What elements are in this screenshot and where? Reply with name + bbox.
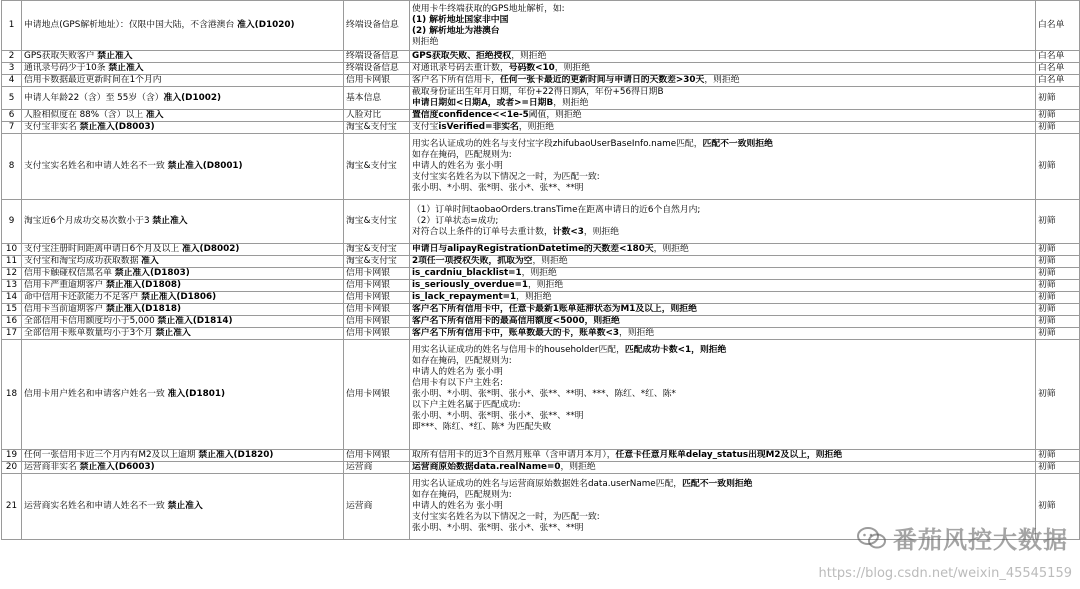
text-segment: 全部信用卡信用额度均小于5,000 (24, 316, 158, 326)
text-segment: 运营商原始数据data.realName=0 (412, 462, 561, 472)
table-row (2, 462, 1080, 474)
row-number: 11 (2, 256, 22, 268)
logic-line (412, 292, 1033, 303)
text-segment: 禁止准入(D1820) (198, 450, 274, 460)
row-number: 18 (2, 340, 22, 450)
logic-line (412, 110, 1033, 121)
rule-logic (410, 292, 1036, 304)
table-row (2, 304, 1080, 316)
table-row (2, 51, 1080, 63)
logic-line (412, 26, 1033, 37)
table-row (2, 122, 1080, 134)
table-row (2, 340, 1080, 450)
text-segment: isVerified=非实名 (438, 122, 519, 132)
rule-stage: 初筛 (1036, 256, 1080, 268)
rule-logic (410, 51, 1036, 63)
text-segment: 任何一张信用卡近三个月内有M2及以上逾期 (24, 450, 199, 460)
text-segment: 置信度confidence<<1e-5 (412, 110, 529, 120)
logic-line (412, 172, 1033, 183)
text-segment: 禁止准入 (155, 328, 191, 338)
data-source: 终端设备信息 (344, 63, 410, 75)
text-segment: 以下户主姓名属于匹配成功: (412, 400, 521, 410)
text-segment: ，则拒绝 (653, 244, 689, 254)
text-segment: 匹配不一致则拒绝 (702, 139, 773, 149)
text-segment: 禁止准入(D1818) (105, 304, 181, 314)
rule-logic (410, 110, 1036, 122)
rule-logic (410, 87, 1036, 110)
rule-logic (410, 1, 1036, 51)
text-segment: ，则拒绝 (704, 75, 740, 85)
text-segment: 阈值，则拒绝 (528, 110, 582, 120)
text-segment: 2项任一项授权失败，抓取为空 (412, 256, 533, 266)
table-row (2, 63, 1080, 75)
logic-line (412, 411, 1033, 422)
data-source: 信用卡网银 (344, 268, 410, 280)
data-source: 淘宝&支付宝 (344, 134, 410, 200)
logic-line (412, 512, 1033, 523)
text-segment: 匹配不一致则拒绝 (682, 479, 753, 489)
text-segment: 准入 (141, 256, 159, 266)
rule-stage: 初筛 (1036, 87, 1080, 110)
row-number: 20 (2, 462, 22, 474)
text-segment: 匹配成功卡数<1，则拒绝 (624, 345, 727, 355)
rule-logic (410, 340, 1036, 450)
table-row (2, 450, 1080, 462)
logic-line (412, 256, 1033, 267)
text-segment: 淘宝近6个月成功交易次数小于3 (24, 216, 153, 226)
text-segment: 支付宝和淘宝均成功获取数据 (24, 256, 142, 266)
text-segment: ，则拒绝 (528, 280, 564, 290)
logic-line (412, 98, 1033, 109)
text-segment: 通讯录号码少于10条 (24, 63, 109, 73)
row-number: 21 (2, 474, 22, 540)
rule-stage: 初筛 (1036, 134, 1080, 200)
logic-line (412, 433, 1033, 444)
table-row (2, 110, 1080, 122)
logic-line (412, 268, 1033, 279)
logic-line (412, 216, 1033, 227)
rule-logic (410, 304, 1036, 316)
rule-logic (410, 462, 1036, 474)
row-number: 13 (2, 280, 22, 292)
rule-logic (410, 75, 1036, 87)
row-number: 14 (2, 292, 22, 304)
logic-line (412, 122, 1033, 133)
data-source: 信用卡网银 (344, 304, 410, 316)
rule-logic (410, 268, 1036, 280)
logic-line (412, 4, 1033, 15)
rule-logic (410, 122, 1036, 134)
text-segment: is_cardniu_blacklist=1 (412, 268, 522, 278)
rule-description (22, 450, 344, 462)
rule-stage: 白名单 (1036, 51, 1080, 63)
text-segment: 截取身份证出生年月日期，年份+22得日期A，年份+56得日期B (412, 87, 664, 97)
text-segment: 用实名认证成功的姓名与支付宝字段zhifubaoUserBaseInfo.name匹配， (412, 139, 703, 149)
row-number: 1 (2, 1, 22, 51)
text-segment: 申请人的姓名为 张小明 (412, 367, 503, 377)
data-source: 人脸对比 (344, 110, 410, 122)
rule-description (22, 75, 344, 87)
table-row (2, 244, 1080, 256)
text-segment: GPS获取失败、拒绝授权 (412, 51, 512, 61)
text-segment: ，则拒绝 (532, 256, 568, 266)
rule-description (22, 63, 344, 75)
text-segment: 张小明、*小明、张*明、张小*、张**、**明 (412, 411, 584, 421)
rule-description (22, 256, 344, 268)
logic-line (412, 479, 1033, 490)
text-segment: 支付宝实名姓名为以下情况之一时，为匹配一致: (412, 512, 600, 522)
table-row (2, 474, 1080, 540)
text-segment: 支付宝实名姓名为以下情况之一时，为匹配一致: (412, 172, 600, 182)
text-segment: 客户名下所有信用卡中，账单数最大的卡，账单数<3 (412, 328, 620, 338)
rule-stage: 白名单 (1036, 1, 1080, 51)
text-segment: 信用卡触碰权信黑名单 (24, 268, 115, 278)
logic-line (412, 378, 1033, 389)
rule-logic (410, 450, 1036, 462)
text-segment: ，则拒绝 (518, 122, 555, 132)
rules-table-body (2, 1, 1080, 540)
text-segment: 计数<3 (552, 227, 584, 237)
rule-description (22, 292, 344, 304)
text-segment: 禁止准入(D1808) (105, 280, 181, 290)
row-number: 19 (2, 450, 22, 462)
rule-stage: 初筛 (1036, 122, 1080, 134)
rule-logic (410, 200, 1036, 244)
text-segment: 号码数<10 (508, 63, 555, 73)
text-segment: 对符合以上条件的订单号去重计数， (412, 227, 553, 237)
rule-description (22, 340, 344, 450)
rule-description (22, 328, 344, 340)
rule-stage: 初筛 (1036, 244, 1080, 256)
logic-line (412, 150, 1033, 161)
table-row (2, 87, 1080, 110)
row-number: 16 (2, 316, 22, 328)
row-number: 17 (2, 328, 22, 340)
row-number: 10 (2, 244, 22, 256)
text-segment: （1）订单时间taobaoOrders.transTime在距离申请日的近6个自然月内; (412, 205, 701, 215)
text-segment: 如存在掩码，匹配规则为: (412, 356, 512, 366)
logic-line (412, 501, 1033, 512)
rule-stage: 初筛 (1036, 280, 1080, 292)
rule-logic (410, 316, 1036, 328)
text-segment: 准入(D1020) (237, 20, 295, 30)
data-source: 信用卡网银 (344, 328, 410, 340)
logic-line (412, 356, 1033, 367)
logic-line (412, 523, 1033, 534)
text-segment: (2) 解析地址为港澳台 (412, 25, 500, 36)
data-source: 信用卡网银 (344, 316, 410, 328)
text-segment: 准入 (145, 110, 164, 120)
logic-line (412, 304, 1033, 315)
text-segment: 禁止准入(D6003) (79, 462, 155, 472)
logic-line (412, 205, 1033, 216)
data-source: 淘宝&支付宝 (344, 122, 410, 134)
text-segment: 客户名下所有信用卡， (412, 75, 500, 85)
rule-logic (410, 256, 1036, 268)
text-segment: （2）订单状态=成功; (412, 216, 499, 226)
text-segment: 客户名下所有信用卡的最高信用额度<5000，则拒绝 (412, 316, 620, 326)
text-segment: 申请人的姓名为 张小明 (412, 501, 503, 511)
row-number: 9 (2, 200, 22, 244)
text-segment: 禁止准入(D1803) (114, 268, 190, 278)
data-source: 基本信息 (344, 87, 410, 110)
watermark-brand: 番茄风控大数据 (893, 526, 1068, 554)
table-row (2, 292, 1080, 304)
text-segment: 任意卡任意月账单delay_status出现M2及以上，则拒绝 (615, 450, 843, 460)
text-segment: 禁止准入 (152, 216, 188, 226)
text-segment: ，则拒绝 (553, 98, 589, 108)
text-segment: 用实名认证成功的姓名与信用卡的householder匹配， (412, 345, 625, 355)
data-source: 淘宝&支付宝 (344, 244, 410, 256)
text-segment: 支付宝 (412, 122, 439, 132)
rule-stage: 初筛 (1036, 328, 1080, 340)
rule-description (22, 304, 344, 316)
table-row (2, 1, 1080, 51)
logic-line (412, 244, 1033, 255)
data-source: 终端设备信息 (344, 1, 410, 51)
rule-description (22, 268, 344, 280)
logic-line (412, 422, 1033, 433)
text-segment: 用实名认证成功的姓名与运营商原始数据姓名data.userName匹配， (412, 479, 683, 489)
text-segment: 禁止准入(D1814) (157, 316, 233, 326)
rule-description (22, 51, 344, 63)
text-segment: 准入(D1002) (163, 92, 221, 103)
data-source: 信用卡网银 (344, 280, 410, 292)
logic-line (412, 37, 1033, 48)
table-row (2, 268, 1080, 280)
text-segment: 全部信用卡账单数量均小于3个月 (24, 328, 156, 338)
rule-stage: 初筛 (1036, 304, 1080, 316)
text-segment: 禁止准入 (167, 501, 203, 511)
text-segment: 信用卡用户姓名和申请客户姓名一致 (24, 389, 168, 399)
table-row (2, 200, 1080, 244)
logic-line (412, 63, 1033, 74)
text-segment: ，则拒绝 (583, 227, 620, 237)
text-segment: 申请人年龄22（含）至 55岁（含） (24, 92, 164, 103)
watermark-url: https://blog.csdn.net/weixin_45545159 (818, 566, 1072, 581)
rule-logic (410, 63, 1036, 75)
logic-line (412, 400, 1033, 411)
text-segment: 禁止准入(D8003) (79, 122, 155, 132)
logic-line (412, 345, 1033, 356)
table-row (2, 256, 1080, 268)
rule-stage: 初筛 (1036, 200, 1080, 244)
row-number: 5 (2, 87, 22, 110)
rule-stage: 白名单 (1036, 63, 1080, 75)
text-segment: 客户名下所有信用卡中，任意卡最新1账单延滞状态为M1及以上，则拒绝 (412, 304, 697, 314)
data-source: 信用卡网银 (344, 292, 410, 304)
text-segment: 支付宝注册时间距离申请日6个月及以上 (24, 244, 182, 254)
text-segment: 使用卡牛终端获取的GPS地址解析，如: (412, 3, 565, 14)
row-number: 7 (2, 122, 22, 134)
rule-description (22, 87, 344, 110)
data-source: 终端设备信息 (344, 51, 410, 63)
rule-description (22, 122, 344, 134)
rule-logic (410, 134, 1036, 200)
text-segment: 申请人的姓名为 张小明 (412, 161, 503, 171)
rule-logic (410, 244, 1036, 256)
data-source: 淘宝&支付宝 (344, 256, 410, 268)
rule-description (22, 280, 344, 292)
text-segment: 人脸相似度在 88%（含）以上 (24, 110, 146, 120)
rule-description (22, 462, 344, 474)
text-segment: 即***、陈红、*红、陈* 为匹配失败 (412, 422, 552, 432)
text-segment: 任何一张卡最近的更新时间与申请日的天数差>30天 (499, 75, 705, 85)
logic-line (412, 316, 1033, 327)
logic-line (412, 227, 1033, 238)
logic-line (412, 367, 1033, 378)
text-segment: GPS获取失败客户 (24, 51, 98, 61)
text-segment: 张小明、*小明、张*明、张小*、张**、**明 (412, 183, 584, 193)
row-number: 15 (2, 304, 22, 316)
text-segment: (1) 解析地址国家非中国 (412, 14, 509, 25)
rule-stage: 初筛 (1036, 292, 1080, 304)
logic-line (412, 15, 1033, 26)
text-segment: 如存在掩码，匹配规则为: (412, 150, 512, 160)
table-row (2, 75, 1080, 87)
data-source: 信用卡网银 (344, 450, 410, 462)
rule-stage: 初筛 (1036, 462, 1080, 474)
text-segment: 则拒绝 (412, 36, 439, 47)
logic-line (412, 139, 1033, 150)
logic-line (412, 462, 1033, 473)
rule-logic (410, 280, 1036, 292)
rule-description (22, 474, 344, 540)
rule-logic (410, 474, 1036, 540)
text-segment: 支付宝实名姓名和申请人姓名不一致 (24, 161, 168, 171)
table-row (2, 316, 1080, 328)
text-segment: 禁止准入(D8001) (167, 161, 243, 171)
rule-stage: 初筛 (1036, 474, 1080, 540)
rule-stage: 初筛 (1036, 268, 1080, 280)
logic-line (412, 389, 1033, 400)
table-row (2, 134, 1080, 200)
rule-stage: 初筛 (1036, 450, 1080, 462)
text-segment: 信用卡数据最近更新时间在1个月内 (24, 75, 162, 85)
rule-stage: 初筛 (1036, 340, 1080, 450)
row-number: 4 (2, 75, 22, 87)
text-segment: ，则拒绝 (554, 63, 590, 73)
data-source: 运营商 (344, 474, 410, 540)
text-segment: 信用卡当前逾期客户 (24, 304, 106, 314)
rule-logic (410, 328, 1036, 340)
rules-table (1, 0, 1080, 540)
rule-description (22, 1, 344, 51)
row-number: 2 (2, 51, 22, 63)
text-segment: ，则拒绝 (511, 51, 547, 61)
rule-description (22, 244, 344, 256)
text-segment: ，则拒绝 (516, 292, 552, 302)
row-number: 3 (2, 63, 22, 75)
logic-line (412, 280, 1033, 291)
table-row (2, 280, 1080, 292)
data-source: 运营商 (344, 462, 410, 474)
row-number: 6 (2, 110, 22, 122)
text-segment: 张小明、*小明、张*明、张小*、张**、**明 (412, 523, 584, 533)
rule-stage: 初筛 (1036, 110, 1080, 122)
text-segment: 运营商非实名 (24, 462, 80, 472)
row-number: 12 (2, 268, 22, 280)
data-source: 信用卡网银 (344, 340, 410, 450)
text-segment: 申请日期如<日期A，或者>=日期B (412, 98, 554, 108)
logic-line (412, 183, 1033, 194)
text-segment: 禁止准入 (108, 63, 144, 73)
text-segment: 张小明、*小明、张*明、张小*、张**、**明、***、陈红、*红、陈* (412, 389, 676, 399)
logic-line (412, 51, 1033, 62)
logic-line (412, 490, 1033, 501)
text-segment: 取所有信用卡的近3个自然月账单（含申请月本月）， (412, 450, 616, 460)
text-segment: 信用卡有以下户主姓名: (412, 378, 503, 388)
row-number: 8 (2, 134, 22, 200)
text-segment: 如存在掩码，匹配规则为: (412, 490, 512, 500)
text-segment: 支付宝非实名 (24, 122, 80, 132)
data-source: 信用卡网银 (344, 75, 410, 87)
rule-description (22, 200, 344, 244)
logic-line (412, 87, 1033, 98)
logic-line (412, 75, 1033, 86)
text-segment: 对通讯录号码去重计数， (412, 63, 509, 73)
rule-stage: 白名单 (1036, 75, 1080, 87)
logic-line (412, 450, 1033, 461)
text-segment: is_lack_repayment=1 (412, 292, 517, 302)
text-segment: ，则拒绝 (521, 268, 557, 278)
text-segment: 禁止准入 (97, 51, 133, 61)
text-segment: 准入(D1801) (167, 389, 225, 399)
text-segment: 信用卡严重逾期客户 (24, 280, 106, 290)
text-segment: 申请地点(GPS解析地址）：仅限中国大陆，不含港澳台 (24, 20, 238, 30)
text-segment: 运营商实名姓名和申请人姓名不一致 (24, 501, 168, 511)
text-segment: 命中信用卡还款能力不足客户 (24, 292, 142, 302)
text-segment: 禁止准入(D1806) (141, 292, 217, 302)
text-segment: ，则拒绝 (619, 328, 655, 338)
data-source: 淘宝&支付宝 (344, 200, 410, 244)
text-segment: ，则拒绝 (560, 462, 596, 472)
logic-line (412, 328, 1033, 339)
rule-stage: 初筛 (1036, 316, 1080, 328)
text-segment: is_seriously_overdue=1 (412, 280, 528, 290)
text-segment: 申请日与alipayRegistrationDatetime的天数差<180天 (412, 244, 654, 254)
rule-description (22, 134, 344, 200)
text-segment: 准入(D8002) (181, 244, 240, 254)
rule-description (22, 316, 344, 328)
logic-line (412, 161, 1033, 172)
table-row (2, 328, 1080, 340)
rule-description (22, 110, 344, 122)
